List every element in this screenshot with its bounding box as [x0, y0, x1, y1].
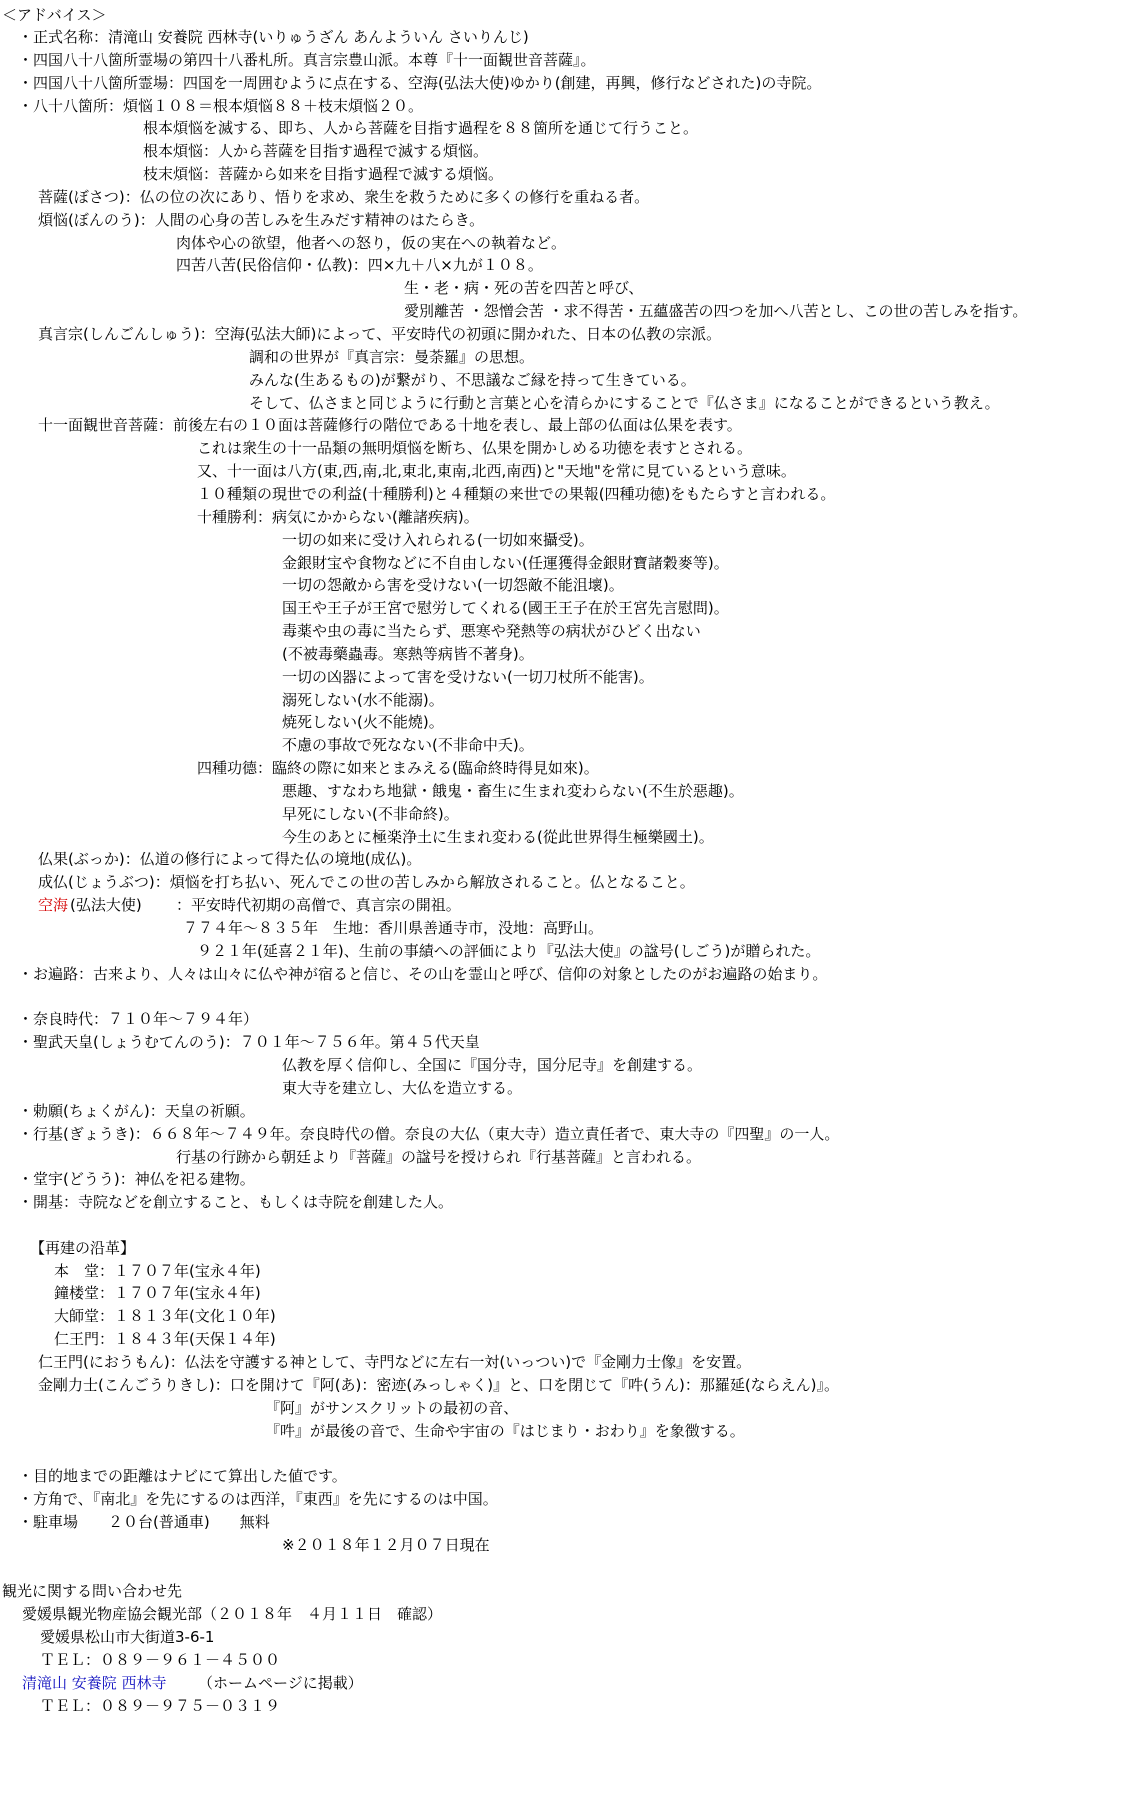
text-line: 仏果(ぶっか)：仏道の修行によって得た仏の境地(成仏)。: [38, 850, 422, 868]
text-line: 一切の如来に受け入れられる(一切如來攝受)。: [282, 531, 594, 549]
text-line: 生・老・病・死の苦を四苦と呼び、: [404, 279, 644, 297]
text-line: 金剛力士(こんごうりきし)：口を開けて『阿(あ)：密迹(みっしゃく)』と、口を閉じて『吽(うん)：那羅延(ならえん)』。: [38, 1376, 840, 1394]
text-line: ・四国八十八箇所霊場の第四十八番札所。真言宗豊山派。本尊『十一面観世音菩薩』。: [18, 51, 596, 69]
text-line: 愛別離苦 ・怨憎会苦 ・求不得苦・五蘊盛苦の四つを加へ八苦とし、この世の苦しみを指す。: [404, 302, 1028, 320]
text-line: ・堂宇(どうう)：神仏を祀る建物。: [18, 1170, 255, 1188]
text-line: 一切の凶器によって害を受けない(一切刀杖所不能害)。: [282, 668, 654, 686]
text-line: 成仏(じょうぶつ)：煩悩を打ち払い、死んでこの世の苦しみから解放されること。仏となること。: [38, 873, 695, 891]
text-line: 菩薩(ぼさつ)：仏の位の次にあり、悟りを求め、衆生を救うために多くの修行を重ねる者。: [38, 188, 650, 206]
text-line: 鐘楼堂：１７０７年(宝永４年): [54, 1284, 261, 1302]
text-line: 一切の怨敵から害を受けない(一切怨敵不能沮壞)。: [282, 576, 624, 594]
text-line: 観光に関する問い合わせ先: [2, 1582, 183, 1600]
text-line: 愛媛県観光物産協会観光部（２０１８年 ４月１１日 確認）: [22, 1605, 443, 1623]
text-line: ・方角で、『南北』を先にするのは西洋，『東西』を先にするのは中国。: [18, 1490, 498, 1508]
text-line: 仏教を厚く信仰し、全国に『国分寺，国分尼寺』を創建する。: [282, 1056, 703, 1074]
text-line: ・奈良時代：７１０年～７９４年）: [18, 1010, 259, 1028]
text-line: 焼死しない(火不能燒)。: [282, 713, 444, 731]
text-line: 『阿』がサンスクリットの最初の音、: [265, 1399, 519, 1417]
text-line: 根本煩悩を滅する、即ち、人から菩薩を目指す過程を８８箇所を通じて行うこと。: [143, 119, 699, 137]
text-line: 金銀財宝や食物などに不自由しない(任運獲得金銀財寶諸穀麥等)。: [282, 554, 729, 572]
text-line: ＜アドバイス＞: [2, 6, 107, 24]
text-line: 仁王門(におうもん)：仏法を守護する神として、寺門などに左右一対(いっつい)で『金剛力士像』を安置。: [38, 1353, 752, 1371]
text-line: ・正式名称：清滝山 安養院 西林寺(いりゅうざん あんよういん さいりんじ): [18, 28, 529, 46]
text-line: 悪趣、すなわち地獄・餓鬼・畜生に生まれ変わらない(不生於惡趣)。: [282, 782, 744, 800]
text-line: ・勅願(ちょくがん)：天皇の祈願。: [18, 1102, 255, 1120]
text-line: ・開基：寺院などを創立すること、もしくは寺院を創建した人。: [18, 1193, 454, 1211]
text-line: ※２０１８年１２月０７日現在: [282, 1536, 490, 1554]
kukai-alias: (弘法大使): [70, 896, 142, 914]
text-line: 四苦八苦(民俗信仰・仏教)：四×九＋八×九が１０８。: [176, 256, 543, 274]
text-line: 溺死しない(水不能溺)。: [282, 691, 444, 709]
text-line: 東大寺を建立し、大仏を造立する。: [282, 1079, 523, 1097]
text-line: 今生のあとに極楽浄土に生まれ変わる(從此世界得生極樂國土)。: [282, 828, 714, 846]
text-line: 枝末煩悩：菩薩から如来を目指す過程で滅する煩悩。: [143, 165, 504, 183]
text-line: ９２１年(延喜２１年)、生前の事績への評価により『弘法大使』の諡号(しごう)が贈られた。: [197, 942, 821, 960]
text-line: 根本煩悩：人から菩薩を目指す過程で滅する煩悩。: [143, 142, 489, 160]
text-line: 仁王門：１８４３年(天保１４年): [54, 1330, 276, 1348]
text-line: 【再建の沿革】: [30, 1239, 136, 1257]
text-line: １０種類の現世での利益(十種勝利)と４種類の来世での果報(四種功徳)をもたらすと言われる。: [197, 485, 836, 503]
text-line: （ホームページに掲載）: [198, 1674, 363, 1692]
text-line: これは衆生の十一品類の無明煩悩を断ち、仏果を開かしめる功徳を表すとされる。: [197, 439, 753, 457]
text-line: ・行基(ぎょうき)：６６８年～７４９年。奈良時代の僧。奈良の大仏（東大寺）造立責任者で、東大寺の『四聖』の一人。: [18, 1125, 840, 1143]
text-line: 十一面観世音菩薩：前後左右の１０面は菩薩修行の階位である十地を表し、最上部の仏面は仏果を表す。: [38, 416, 742, 434]
kukai-term: 空海: [38, 896, 69, 914]
temple-link[interactable]: 清滝山 安養院 西林寺: [22, 1674, 167, 1692]
text-line: ・お遍路：古来より、人々は山々に仏や神が宿ると信じ、その山を霊山と呼び、信仰の対象としたのがお遍路の始まり。: [18, 965, 828, 983]
text-line: 愛媛県松山市大街道3-6-1: [40, 1628, 215, 1646]
text-line: 四種功德：臨終の際に如来とまみえる(臨命終時得見如來)。: [197, 759, 599, 777]
text-line: ・四国八十八箇所霊場：四国を一周囲むように点在する、空海(弘法大使)ゆかり(創建，再興，修行などされた)の寺院。: [18, 74, 822, 92]
text-line: 真言宗(しんごんしゅう)：空海(弘法大師)によって、平安時代の初頭に開かれた、日本の仏教の宗派。: [38, 325, 722, 343]
text-line: ・駐車場 ２０台(普通車) 無料: [18, 1513, 270, 1531]
text-line: ＴＥＬ：０８９－９６１－４５００: [40, 1651, 281, 1669]
text-line: 早死にしない(不非命終)。: [282, 805, 459, 823]
text-line: 肉体や心の欲望，他者への怒り，仮の実在への執着など。: [176, 234, 567, 252]
text-line: 『吽』が最後の音で、生命や宇宙の『はじまり・おわり』を象徴する。: [265, 1422, 745, 1440]
text-line: 大師堂：１８１３年(文化１０年): [54, 1307, 276, 1325]
text-line: ・目的地までの距離はナビにて算出した値です。: [18, 1467, 347, 1485]
text-line: 調和の世界が『真言宗：曼荼羅』の思想。: [249, 348, 535, 366]
text-line: 本 堂：１７０７年(宝永４年): [54, 1262, 261, 1280]
text-line: ＴＥＬ：０８９－９７５－０３１９: [40, 1697, 281, 1715]
text-line: 不慮の事故で死なない(不非命中夭)。: [282, 736, 534, 754]
text-line: 煩悩(ぼんのう)：人間の心身の苦しみを生みだす精神のはたらき。: [38, 211, 485, 229]
text-line: ・聖武天皇(しょうむてんのう)：７０１年～７５６年。第４５代天皇: [18, 1033, 480, 1051]
text-line: (不被毒藥蟲毒。寒熱等病皆不著身)。: [282, 645, 534, 663]
text-line: 又、十一面は八方(東,西,南,北,東北,東南,北西,南西)と"天地"を常に見ているという意味。: [197, 462, 796, 480]
text-line: ７７４年～８３５年 生地：香川県善通寺市，没地：高野山。: [183, 919, 604, 937]
text-line: ・八十八箇所：煩悩１０８＝根本煩悩８８＋枝末煩悩２０。: [18, 97, 424, 115]
text-line: 国王や王子が王宮で慰労してくれる(國王王子在於王宮先言慰問)。: [282, 599, 729, 617]
text-line: 行基の行跡から朝廷より『菩薩』の諡号を授けられ『行基菩薩』と言われる。: [176, 1148, 702, 1166]
text-line: 十種勝利：病気にかからない(離諸疾病)。: [197, 508, 479, 526]
text-line: ：平安時代初期の高僧で、真言宗の開祖。: [176, 896, 461, 914]
text-line: 毒薬や虫の毒に当たらず、悪寒や発熱等の病状がひどく出ない: [282, 622, 701, 640]
text-line: そして、仏さまと同じように行動と言葉と心を清らかにすることで『仏さま』になることができるという教え。: [249, 394, 1000, 412]
text-line: みんな(生あるもの)が繋がり、不思議なご縁を持って生きている。: [249, 371, 696, 389]
